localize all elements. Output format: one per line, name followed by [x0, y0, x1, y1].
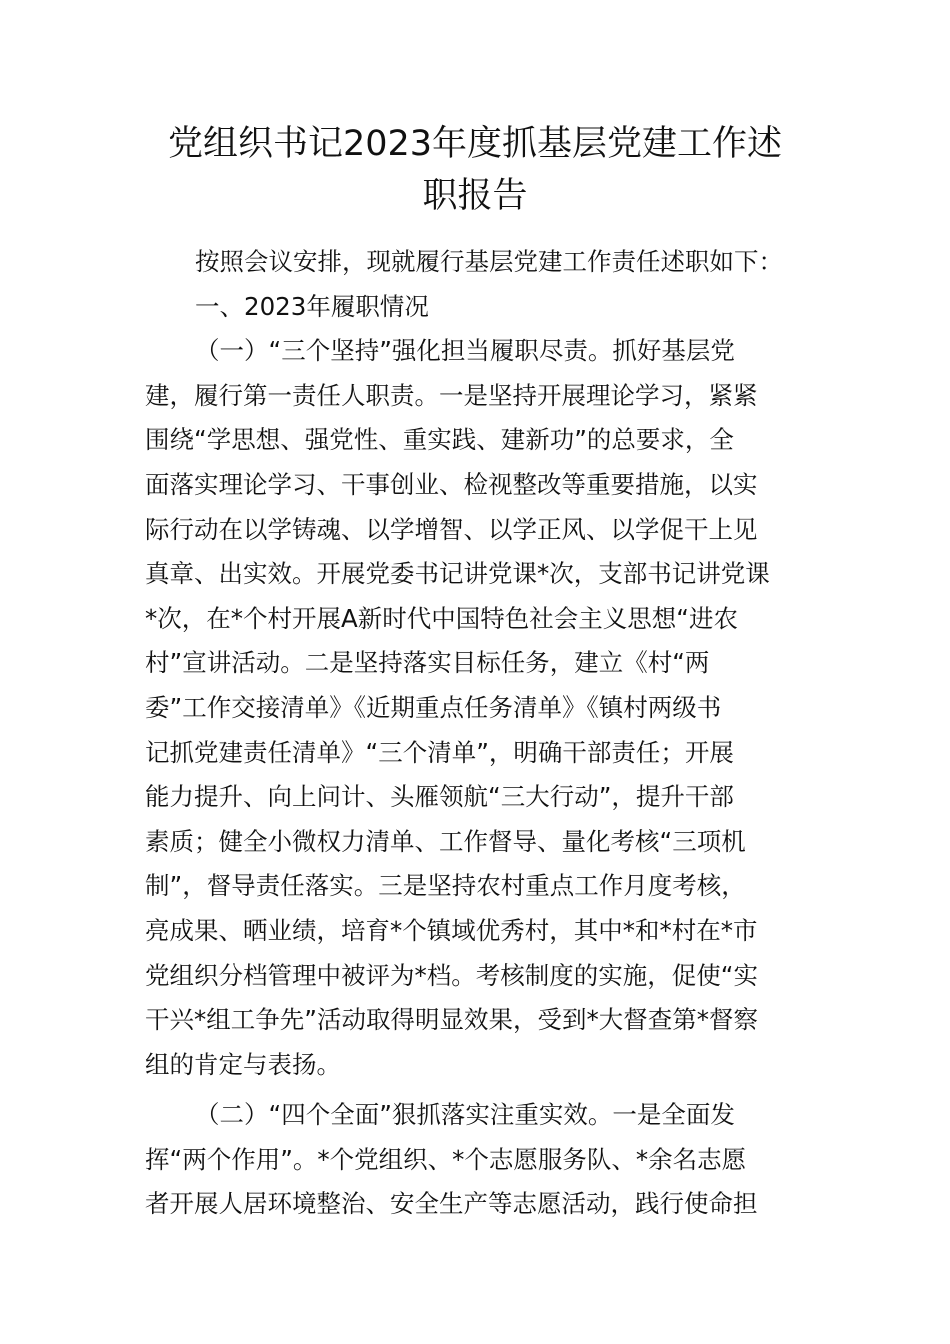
paragraph-line: （二）“四个全面”狠抓落实注重实效。一是全面发 [195, 1100, 735, 1130]
paragraph-line: 素质；健全小微权力清单、工作督导、量化考核“三项机 [145, 826, 746, 856]
paragraph-line: 干兴*组工争先”活动取得明显效果，受到*大督查第*督察 [145, 1005, 758, 1035]
paragraph-line: 际行动在以学铸魂、以学增智、以学正风、以学促干上见 [145, 514, 758, 544]
paragraph-2 [145, 1093, 805, 1227]
paragraph-line: 制”，督导责任落实。三是坚持农村重点工作月度考核， [145, 871, 746, 901]
paragraph-line: 亮成果、晒业绩，培育*个镇域优秀村，其中*和*村在*市 [145, 915, 758, 945]
paragraph-line: 挥“两个作用”。*个党组织、*个志愿服务队、*余名志愿 [145, 1144, 747, 1174]
intro-paragraph: 按照会议安排，现就履行基层党建工作责任述职如下： [195, 247, 783, 276]
paragraph-line: 记抓党建责任清单》“三个清单”，明确干部责任；开展 [145, 737, 734, 767]
paragraph-line: 组的肯定与表扬。 [145, 1049, 341, 1079]
paragraph-line: 者开展人居环境整治、安全生产等志愿活动，践行使命担 [145, 1189, 758, 1219]
section-heading: 一、2023年履职情况 [195, 291, 429, 321]
document-body [145, 240, 805, 1227]
paragraph-line: 能力提升、向上问计、头雁领航“三大行动”，提升干部 [145, 782, 734, 812]
paragraph-line: 真章、出实效。开展党委书记讲党课*次，支部书记讲党课 [145, 559, 770, 589]
title-line: 职报告 [422, 176, 528, 216]
paragraph-line: 村”宣讲活动。二是坚持落实目标任务，建立《村“两 [145, 648, 710, 678]
paragraph-line: 围绕“学思想、强党性、重实践、建新功”的总要求，全 [145, 425, 734, 455]
paragraph-line: 党组织分档管理中被评为*档。考核制度的实施，促使“实 [145, 960, 758, 990]
document-title [145, 118, 805, 222]
paragraph-line: 面落实理论学习、干事创业、检视整改等重要措施，以实 [145, 469, 758, 499]
paragraph-line: *次，在*个村开展A新时代中国特色社会主义思想“进农 [145, 603, 738, 633]
paragraph-1 [145, 329, 805, 1087]
title-line: 党组织书记2023年度抓基层党建工作述 [167, 124, 783, 164]
paragraph-line: 建，履行第一责任人职责。一是坚持开展理论学习，紧紧 [145, 380, 758, 410]
paragraph-line: 委”工作交接清单》《近期重点任务清单》《镇村两级书 [145, 692, 722, 722]
paragraph-line: （一）“三个坚持”强化担当履职尽责。抓好基层党 [195, 336, 735, 366]
